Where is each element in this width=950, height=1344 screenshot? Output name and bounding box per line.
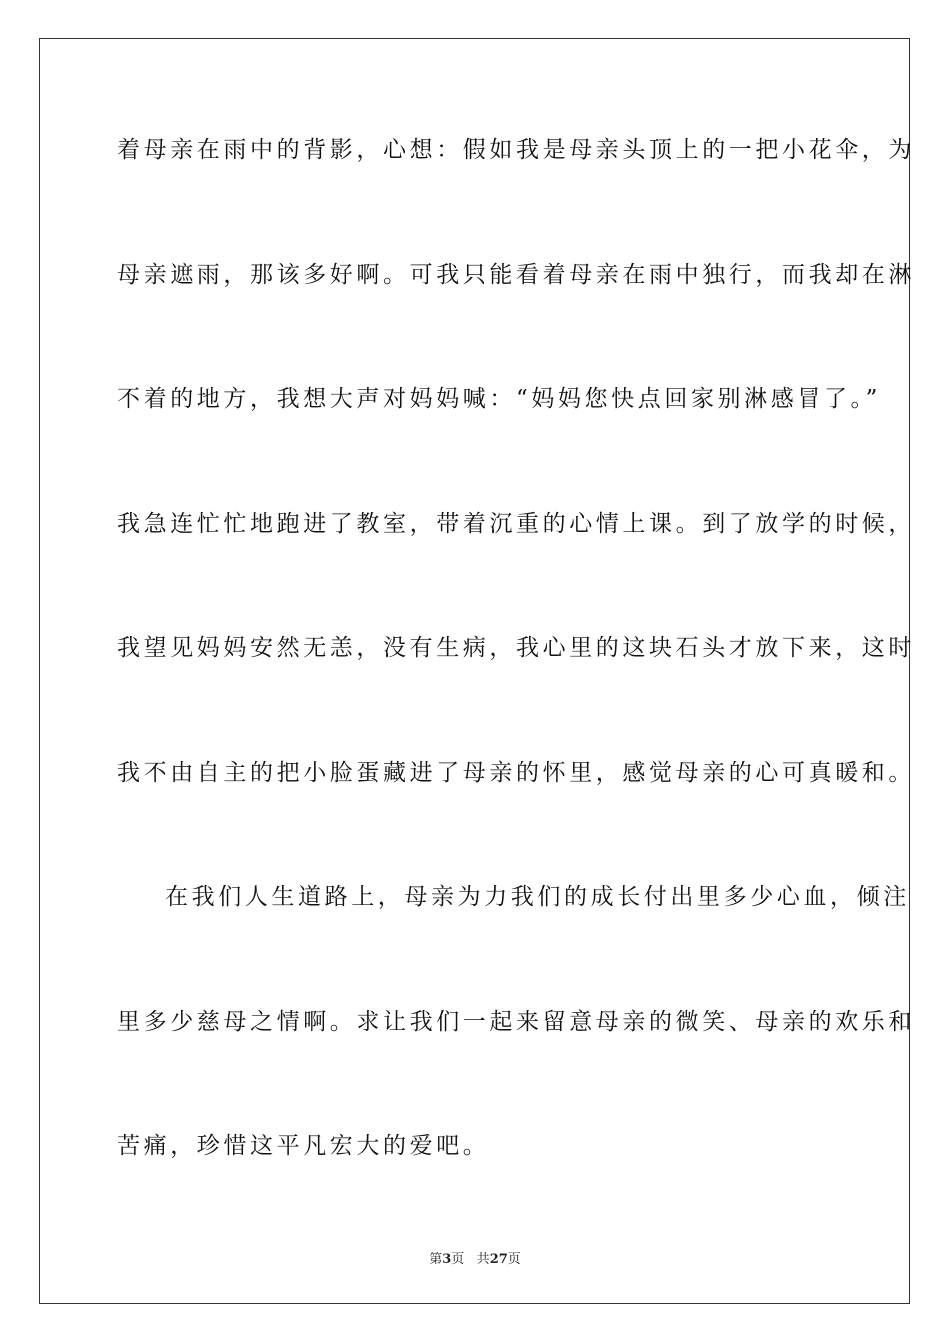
- page-suffix: 页: [451, 1252, 465, 1267]
- document-body: [117, 128, 915, 1249]
- text-line-3: 不着的地方，我想大声对妈妈喊：“妈妈您快点回家别淋感冒了。”: [117, 386, 882, 412]
- total-prefix: 共: [476, 1252, 490, 1267]
- text-line-6: 我不由自主的把小脸蛋藏进了母亲的怀里，感觉母亲的心可真暖和。: [117, 759, 915, 786]
- text-line-1: 着母亲在雨中的背影，心想：假如我是母亲头顶上的一把小花伞，为: [117, 137, 915, 163]
- total-suffix: 页: [507, 1252, 521, 1267]
- text-line-7-paragraph-start: 在我们人生道路上，母亲为力我们的成长付出里多少心血，倾注: [165, 884, 910, 910]
- footer-gap: [464, 1252, 476, 1267]
- text-line-8: 里多少慈母之情啊。求让我们一起来留意母亲的微笑、母亲的欢乐和: [117, 1008, 915, 1035]
- page-number: 3: [442, 1252, 452, 1267]
- text-line-2: 母亲遮雨，那该多好啊。可我只能看着母亲在雨中独行，而我却在淋: [117, 261, 915, 288]
- text-line-5: 我望见妈妈安然无恙，没有生病，我心里的这块石头才放下来，这时: [117, 635, 915, 661]
- page-prefix: 第: [429, 1252, 443, 1267]
- total-pages: 27: [489, 1252, 508, 1267]
- page-footer: [0, 1248, 950, 1267]
- text-line-4: 我急连忙忙地跑进了教室，带着沉重的心情上课。到了放学的时候，: [117, 510, 915, 537]
- text-line-9: 苦痛，珍惜这平凡宏大的爱吧。: [117, 1133, 490, 1159]
